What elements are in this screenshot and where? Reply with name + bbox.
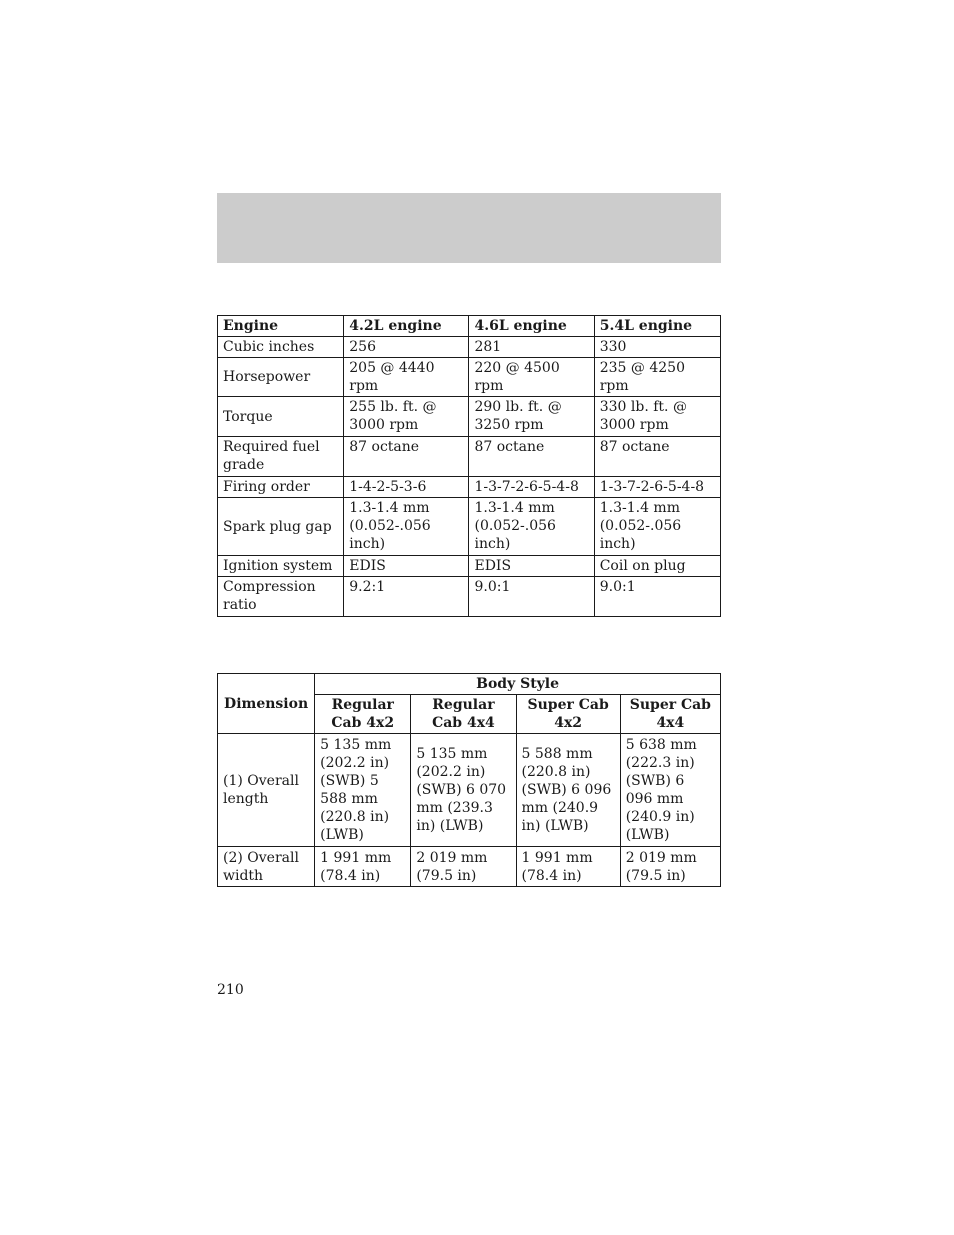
engine-table-header-row	[218, 316, 721, 337]
engine-row-value: 9.2:1	[344, 577, 469, 617]
dimension-header: Dimension	[218, 674, 315, 734]
body-style-header-cell: Super Cab 4x4	[620, 695, 720, 734]
engine-row-label: Cubic inches	[218, 337, 344, 358]
engine-row-value: 330	[594, 337, 720, 358]
dimension-table-row	[218, 847, 721, 887]
dimension-table-row	[218, 734, 721, 847]
dimension-row-label: (2) Overall width	[218, 847, 315, 887]
engine-table-row	[218, 337, 721, 358]
engine-row-value: 290 lb. ft. @ 3250 rpm	[469, 397, 594, 437]
engine-header-cell: 5.4L engine	[594, 316, 720, 337]
engine-row-value: 235 @ 4250 rpm	[594, 358, 720, 397]
engine-row-value: 220 @ 4500 rpm	[469, 358, 594, 397]
engine-specifications-table	[217, 315, 721, 617]
dimension-row-value: 5 135 mm (202.2 in) (SWB) 5 588 mm (220.8 in) (LWB)	[315, 734, 411, 847]
body-style-header-cell: Super Cab 4x2	[516, 695, 620, 734]
engine-row-value: 1.3-1.4 mm (0.052-.056 inch)	[469, 498, 594, 556]
engine-row-value: 87 octane	[594, 437, 720, 477]
dimension-group-header-row	[218, 674, 721, 695]
engine-row-value: 256	[344, 337, 469, 358]
engine-table-row	[218, 498, 721, 556]
engine-row-label: Ignition system	[218, 556, 344, 577]
body-style-header-cell: Regular Cab 4x4	[411, 695, 516, 734]
dimension-row-label: (1) Overall length	[218, 734, 315, 847]
engine-row-value: 1-3-7-2-6-5-4-8	[469, 477, 594, 498]
dimension-row-value: 1 991 mm (78.4 in)	[315, 847, 411, 887]
engine-row-value: 281	[469, 337, 594, 358]
engine-row-label: Compression ratio	[218, 577, 344, 617]
dimension-row-value: 2 019 mm (79.5 in)	[620, 847, 720, 887]
body-style-header: Body Style	[315, 674, 721, 695]
body-style-header-cell: Regular Cab 4x2	[315, 695, 411, 734]
engine-row-value: 1-3-7-2-6-5-4-8	[594, 477, 720, 498]
engine-row-value: Coil on plug	[594, 556, 720, 577]
page-number: 210	[217, 982, 244, 998]
engine-table-row	[218, 358, 721, 397]
engine-table-row	[218, 397, 721, 437]
engine-header-cell: 4.6L engine	[469, 316, 594, 337]
dimension-row-value: 1 991 mm (78.4 in)	[516, 847, 620, 887]
engine-table-row	[218, 556, 721, 577]
engine-table-row	[218, 477, 721, 498]
engine-table-row	[218, 577, 721, 617]
dimension-row-value: 2 019 mm (79.5 in)	[411, 847, 516, 887]
dimension-row-value: 5 588 mm (220.8 in) (SWB) 6 096 mm (240.9 in) (LWB)	[516, 734, 620, 847]
engine-row-value: 9.0:1	[469, 577, 594, 617]
engine-row-value: 1.3-1.4 mm (0.052-.056 inch)	[344, 498, 469, 556]
engine-row-value: 9.0:1	[594, 577, 720, 617]
engine-row-value: 87 octane	[469, 437, 594, 477]
engine-row-label: Spark plug gap	[218, 498, 344, 556]
engine-row-label: Torque	[218, 397, 344, 437]
engine-row-value: 1-4-2-5-3-6	[344, 477, 469, 498]
engine-table-row	[218, 437, 721, 477]
engine-row-value: EDIS	[469, 556, 594, 577]
engine-header-cell: 4.2L engine	[344, 316, 469, 337]
engine-row-value: 1.3-1.4 mm (0.052-.056 inch)	[594, 498, 720, 556]
engine-row-label: Firing order	[218, 477, 344, 498]
section-header-band	[217, 193, 721, 263]
engine-row-label: Horsepower	[218, 358, 344, 397]
engine-row-label: Required fuel grade	[218, 437, 344, 477]
engine-row-value: EDIS	[344, 556, 469, 577]
engine-row-value: 330 lb. ft. @ 3000 rpm	[594, 397, 720, 437]
dimension-row-value: 5 135 mm (202.2 in) (SWB) 6 070 mm (239.3 in) (LWB)	[411, 734, 516, 847]
dimension-row-value: 5 638 mm (222.3 in) (SWB) 6 096 mm (240.9 in) (LWB)	[620, 734, 720, 847]
engine-row-value: 87 octane	[344, 437, 469, 477]
engine-header-cell: Engine	[218, 316, 344, 337]
vehicle-dimensions-table	[217, 673, 721, 887]
engine-row-value: 205 @ 4440 rpm	[344, 358, 469, 397]
engine-row-value: 255 lb. ft. @ 3000 rpm	[344, 397, 469, 437]
